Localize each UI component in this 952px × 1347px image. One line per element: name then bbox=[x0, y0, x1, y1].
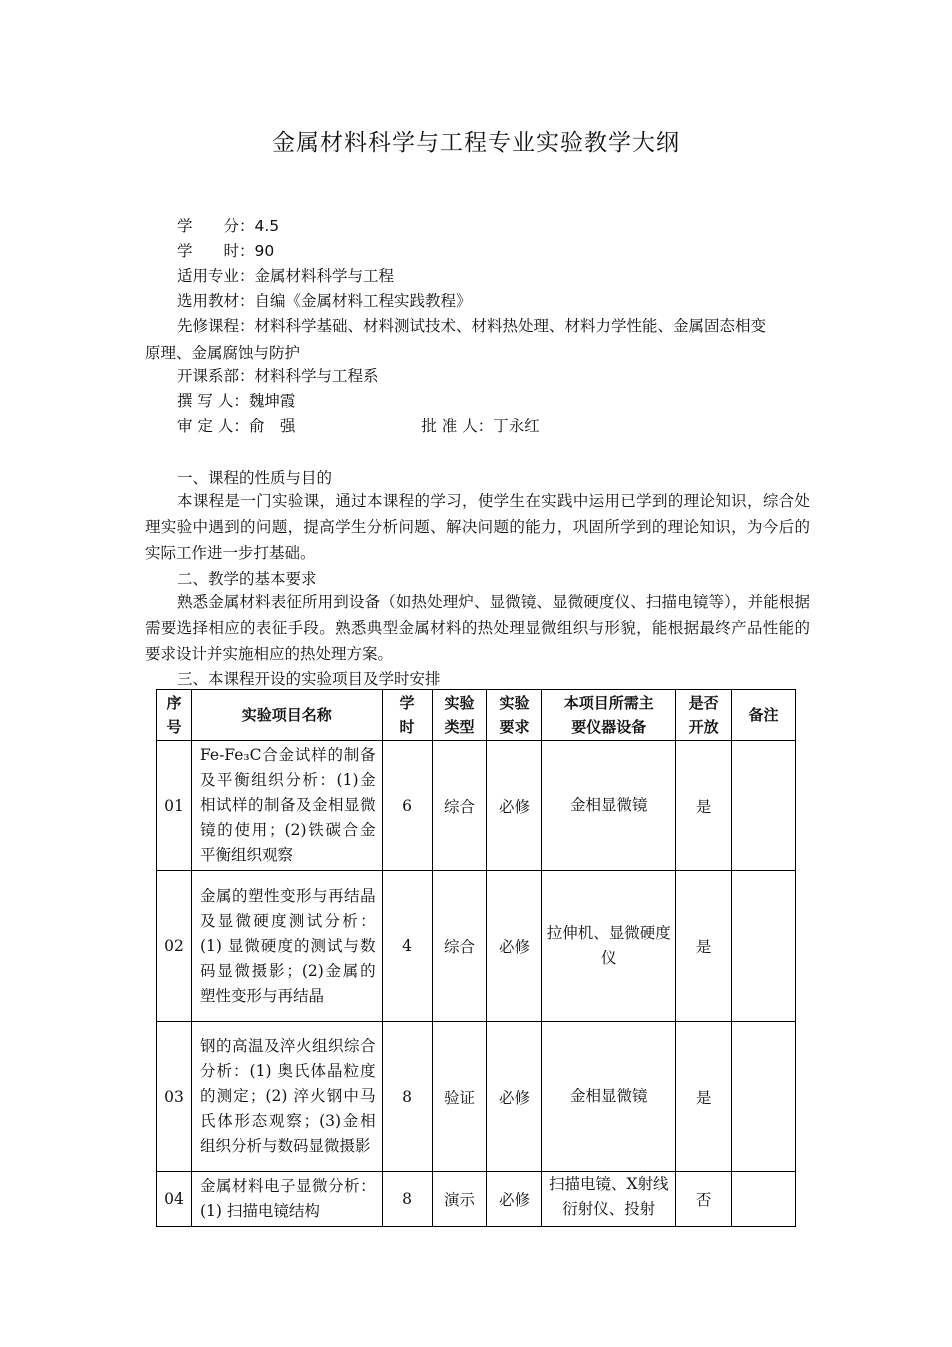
experiment-table bbox=[156, 689, 796, 1227]
row-type: 综合 bbox=[432, 871, 487, 1022]
row-note bbox=[732, 741, 796, 871]
table-row bbox=[157, 1172, 796, 1227]
textbook-value: 自编《金属材料工程实践教程》 bbox=[254, 292, 472, 310]
header-req: 实验要求 bbox=[487, 690, 542, 741]
row-hours: 6 bbox=[382, 741, 432, 871]
section-1-text: 本课程是一门实验课，通过本课程的学习，使学生在实践中运用已学到的理论知识，综合处理实验中遇到的问题，提高学生分析问题、解决问题的能力，巩固所学到的理论知识，为今后的实际工作进一步打基础。 bbox=[145, 492, 810, 562]
header-no: 序号 bbox=[157, 690, 192, 741]
row-name: Fe-Fe₃C合金试样的制备及平衡组织分析：(1)金相试样的制备及金相显微镜的使用；(2)铁碳合金平衡组织观察 bbox=[191, 741, 382, 871]
row-equip: 金相显微镜 bbox=[542, 1022, 676, 1172]
textbook-row: 选用教材：自编《金属材料工程实践教程》 bbox=[177, 292, 472, 310]
row-req: 必修 bbox=[487, 1022, 542, 1172]
author-row: 撰 写 人：魏坤霞 bbox=[177, 392, 296, 410]
table-row bbox=[157, 1022, 796, 1172]
header-note: 备注 bbox=[732, 690, 796, 741]
header-type: 实验类型 bbox=[432, 690, 487, 741]
table-header-row bbox=[157, 690, 796, 741]
section-2-text: 熟悉金属材料表征所用到设备（如热处理炉、显微镜、显微硬度仪、扫描电镜等），并能根据需要选择相应的表征手段。熟悉典型金属材料的热处理显微组织与形貌，能根据最终产品性能的要求设计并实施相应的热处理方案。 bbox=[145, 593, 810, 663]
row-no: 02 bbox=[157, 871, 192, 1022]
row-note bbox=[732, 1172, 796, 1227]
row-open: 否 bbox=[676, 1172, 732, 1227]
document-title: 金属材料科学与工程专业实验教学大纲 bbox=[272, 130, 680, 156]
row-open: 是 bbox=[676, 1022, 732, 1172]
hours-value: 90 bbox=[254, 242, 275, 260]
header-hours: 学时 bbox=[382, 690, 432, 741]
row-hours: 8 bbox=[382, 1172, 432, 1227]
section-3-title: 三、本课程开设的实验项目及学时安排 bbox=[177, 670, 441, 688]
row-req: 必修 bbox=[487, 1172, 542, 1227]
row-equip: 金相显微镜 bbox=[542, 741, 676, 871]
header-equip: 本项目所需主要仪器设备 bbox=[542, 690, 676, 741]
prereq-row: 先修课程：材料科学基础、材料测试技术、材料热处理、材料力学性能、金属固态相变 bbox=[177, 317, 767, 335]
course-info-2 bbox=[177, 364, 540, 439]
row-equip: 扫描电镜、X射线衍射仪、投射 bbox=[542, 1172, 676, 1227]
course-info bbox=[177, 214, 766, 339]
row-note bbox=[732, 1022, 796, 1172]
row-req: 必修 bbox=[487, 871, 542, 1022]
dept-row: 开课系部：材料科学与工程系 bbox=[177, 367, 379, 385]
credit-value: 4.5 bbox=[254, 217, 280, 235]
row-no: 04 bbox=[157, 1172, 192, 1227]
row-type: 验证 bbox=[432, 1022, 487, 1172]
major-value: 金属材料科学与工程 bbox=[254, 267, 395, 285]
hours-row: 学 时：90 bbox=[177, 242, 275, 260]
reviewer-value: 俞 强 bbox=[248, 417, 296, 435]
section-1-title: 一、课程的性质与目的 bbox=[177, 469, 333, 487]
dept-value: 材料科学与工程系 bbox=[254, 367, 379, 385]
row-no: 03 bbox=[157, 1022, 192, 1172]
row-name: 金属材料电子显微分析：(1) 扫描电镜结构 bbox=[191, 1172, 382, 1227]
prereq-value: 材料科学基础、材料测试技术、材料热处理、材料力学性能、金属固态相变 bbox=[254, 317, 767, 335]
row-name: 钢的高温及淬火组织综合分析：(1) 奥氏体晶粒度的测定；(2) 淬火钢中马氏体形态观察；(3)金相组织分析与数码显微摄影 bbox=[191, 1022, 382, 1172]
row-open: 是 bbox=[676, 741, 732, 871]
section-2-title: 二、教学的基本要求 bbox=[177, 570, 317, 588]
header-name: 实验项目名称 bbox=[191, 690, 382, 741]
row-type: 综合 bbox=[432, 741, 487, 871]
row-type: 演示 bbox=[432, 1172, 487, 1227]
row-hours: 8 bbox=[382, 1022, 432, 1172]
author-value: 魏坤霞 bbox=[248, 392, 296, 410]
approver-value: 丁永红 bbox=[493, 417, 540, 435]
row-open: 是 bbox=[676, 871, 732, 1022]
table-row bbox=[157, 741, 796, 871]
row-note bbox=[732, 871, 796, 1022]
row-req: 必修 bbox=[487, 741, 542, 871]
table-row bbox=[157, 871, 796, 1022]
reviewer-row: 审 定 人：俞 强 批 准 人：丁永红 bbox=[177, 417, 540, 435]
row-no: 01 bbox=[157, 741, 192, 871]
row-equip: 拉伸机、显微硬度仪 bbox=[542, 871, 676, 1022]
credit-row: 学 分：4.5 bbox=[177, 217, 280, 235]
major-row: 适用专业：金属材料科学与工程 bbox=[177, 267, 395, 285]
prereq-continuation: 原理、金属腐蚀与防护 bbox=[145, 344, 301, 362]
row-name: 金属的塑性变形与再结晶及显微硬度测试分析：(1) 显微硬度的测试与数码显微摄影；(2)金属的塑性变形与再结晶 bbox=[191, 871, 382, 1022]
header-open: 是否开放 bbox=[676, 690, 732, 741]
row-hours: 4 bbox=[382, 871, 432, 1022]
